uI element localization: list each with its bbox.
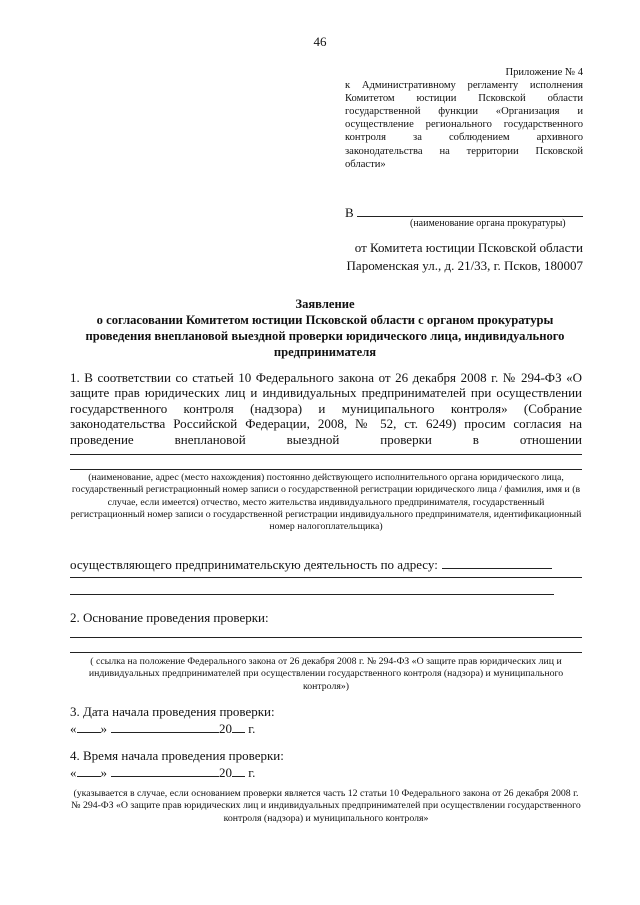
sender-address: Пароменская ул., д. 21/33, г. Псков, 180007 — [346, 258, 583, 273]
section-1-text: 1. В соответствии со статьей 10 Федерального закона от 26 декабря 2008 г. № 294-ФЗ «О защите прав юридических лиц и индивидуальных предпринимателей при осуществлении государственного контроля (надзора) и муниципального контроля» (Собрание законодательства Российской Федерации, 2008, № 52, ст. 6249) просим согласия на проведение внеплановой выездной проверки в отношении — [70, 370, 582, 447]
section-1-field-line-2[interactable] — [70, 469, 582, 470]
document-heading — [70, 296, 580, 360]
sender-line: от Комитета юстиции Псковской области — [354, 240, 583, 255]
section-3-label: 3. Дата начала проведения проверки: — [70, 704, 275, 719]
heading-line-4: предпринимателя — [273, 345, 377, 359]
hour-field[interactable] — [77, 764, 101, 777]
heading-line-2: о согласовании Комитетом юстиции Псковской области с органом прокуратуры — [96, 313, 554, 327]
day-field[interactable] — [77, 720, 101, 733]
section-4-time-row — [70, 764, 255, 781]
appendix-block — [345, 66, 583, 171]
year-prefix: 20 — [219, 765, 232, 780]
year-suffix: г. — [248, 765, 256, 780]
address-prompt: осуществляющего предпринимательскую деятельность по адресу: — [70, 557, 438, 572]
section-1-field-line-1[interactable] — [70, 454, 582, 455]
heading-line-3: проведения внеплановой выездной проверки юридического лица, индивидуального — [85, 329, 565, 343]
section-4-label: 4. Время начала проведения проверки: — [70, 748, 284, 763]
address-field[interactable] — [442, 555, 552, 569]
month-field[interactable] — [111, 720, 219, 733]
appendix-text: к Административному регламенту исполнения Комитетом юстиции Псковской области государственной функции «Организация и осуществление регионального государственного контроля за соблюдением архивного законодательства на территории Псковской области» — [345, 80, 583, 170]
year-prefix: 20 — [219, 721, 232, 736]
section-3-date-row — [70, 720, 255, 737]
address-field-line-2[interactable] — [70, 577, 582, 578]
address-field-line-3[interactable] — [70, 594, 554, 595]
close-quote: » — [100, 765, 107, 780]
open-quote: « — [70, 721, 77, 736]
section-2-caption: ( ссылка на положение Федерального закона от 26 декабря 2008 г. № 294-ФЗ «О защите прав юридических лиц и индивидуальных предпринимателей при осуществлении государственного контроля (надзора) и муниципального контроля») — [88, 656, 564, 692]
open-quote: « — [70, 765, 77, 780]
addressee-field[interactable] — [357, 203, 583, 217]
heading-title: Заявление — [295, 297, 355, 311]
section-4-caption: (указывается в случае, если основанием проверки является часть 12 статьи 10 Федерального закона от 26 декабря 2008 г. № 294-ФЗ «О защите прав юридических лиц и индивидуальных предпринимателей при осуществлении государственного контроля (надзора) и муниципального контроля» — [71, 788, 581, 824]
addressee-caption: (наименование органа прокуратуры) — [410, 218, 566, 229]
section-2-field-line-2[interactable] — [70, 652, 582, 653]
section-2-label: 2. Основание проведения проверки: — [70, 610, 269, 625]
year-field[interactable] — [232, 720, 245, 733]
address-prompt-line — [70, 555, 552, 573]
page-number: 46 — [313, 34, 327, 49]
section-1-caption: (наименование, адрес (место нахождения) постоянно действующего исполнительного органа юридического лица, государственный регистрационный номер записи о государственной регистрации юридического лица / фамилия, имя и (в случае, если имеется) отчество, место жительства индивидуального предпринимателя, государственный регистрационный номер записи о государственной регистрации индивидуального предпринимателя, идентификационный номер налогоплательщика) — [70, 472, 582, 533]
addressee-prefix: В — [345, 205, 354, 220]
section-2-field-line-1[interactable] — [70, 637, 582, 638]
year-field[interactable] — [232, 764, 245, 777]
appendix-title: Приложение № 4 — [505, 67, 583, 78]
close-quote: » — [100, 721, 107, 736]
minute-field[interactable] — [111, 764, 219, 777]
year-suffix: г. — [248, 721, 256, 736]
